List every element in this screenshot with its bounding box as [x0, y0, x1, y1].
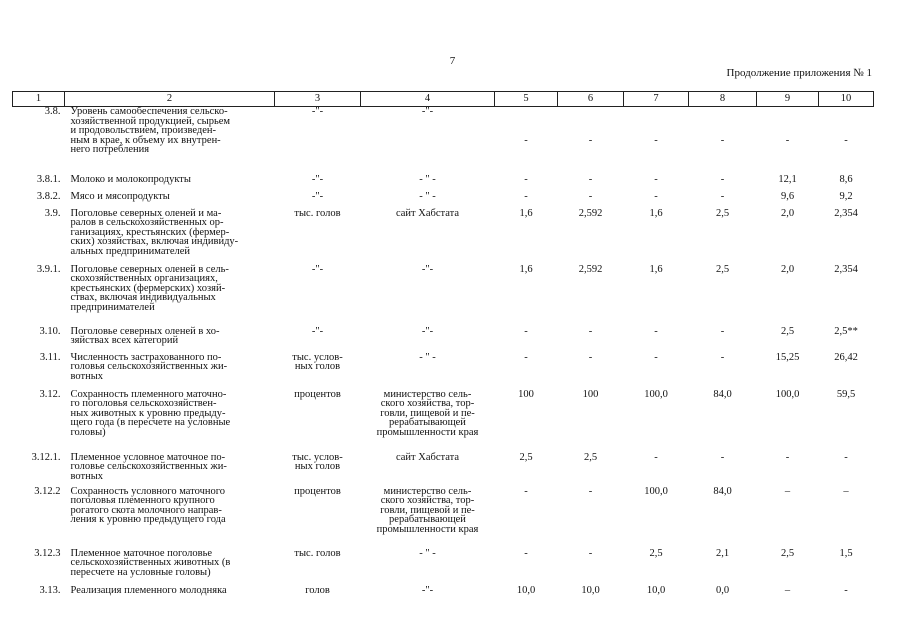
- value-cell-text: 10,0: [646, 584, 666, 596]
- value-cell-text: -: [654, 351, 658, 363]
- value-cell-text: -: [588, 485, 593, 497]
- value-cell: [558, 107, 624, 175]
- unit-cell-text: тыс. голов: [294, 207, 341, 219]
- value-cell-text: 100,0: [644, 485, 668, 497]
- value-cell-text: -: [524, 325, 528, 337]
- value-cell-text: 2,5**: [834, 325, 858, 337]
- source-cell-text: министерство сель- ского хозяйства, тор- говли, пищевой и пе- рерабатывающей промышленности края: [376, 485, 479, 535]
- value-cell-text: -: [654, 190, 658, 202]
- value-cell: [689, 192, 757, 209]
- source-cell-text: - " -: [419, 190, 436, 202]
- value-cell-text: 84,0: [713, 388, 732, 400]
- value-cell-text: -: [524, 351, 528, 363]
- value-cell: [689, 390, 757, 453]
- source-cell: [361, 390, 495, 453]
- value-cell-text: -: [720, 351, 725, 363]
- value-cell-text: 100,0: [644, 388, 668, 400]
- value-cell: [819, 265, 874, 327]
- value-cell: [689, 209, 757, 265]
- value-cell-text: -: [524, 485, 528, 497]
- value-cell-text: 2,5: [649, 547, 663, 559]
- value-cell: [624, 107, 689, 175]
- header-cell: 5: [495, 92, 558, 107]
- page-number: 7: [449, 55, 456, 67]
- row-number-cell: [13, 487, 65, 549]
- value-cell-text: 1,6: [649, 207, 663, 219]
- unit-cell: [275, 390, 361, 453]
- value-cell-text: -: [844, 584, 848, 596]
- value-cell: [819, 192, 874, 209]
- value-cell: [558, 175, 624, 192]
- value-cell: [689, 586, 757, 606]
- indicator-name-cell: [65, 265, 275, 327]
- value-cell: [624, 175, 689, 192]
- source-cell: [361, 549, 495, 586]
- value-cell-text: -: [588, 190, 593, 202]
- value-cell-text: -: [588, 351, 593, 363]
- unit-cell: [275, 487, 361, 549]
- value-cell-text: -: [524, 190, 528, 202]
- value-cell-text: -: [524, 547, 528, 559]
- value-cell: [495, 192, 558, 209]
- row-number-cell-text: 3.12.: [39, 388, 61, 400]
- value-cell: [558, 586, 624, 606]
- header-cell: 10: [819, 92, 874, 107]
- value-cell-text: -: [844, 135, 848, 146]
- header-cell: 6: [558, 92, 624, 107]
- value-cell: [689, 453, 757, 487]
- indicator-name-cell: [65, 175, 275, 192]
- value-cell-text: -: [785, 135, 790, 146]
- unit-cell-text: -"-: [311, 190, 324, 202]
- indicators-table: [12, 91, 874, 606]
- value-cell: [495, 586, 558, 606]
- indicator-name-cell-text: Мясо и мясопродукты: [70, 190, 170, 202]
- row-number-cell: [13, 107, 65, 175]
- value-cell: [757, 192, 819, 209]
- unit-cell: [275, 175, 361, 192]
- row-number-cell: [13, 265, 65, 327]
- table-row: [13, 192, 874, 209]
- source-cell: [361, 453, 495, 487]
- value-cell-text: 8,6: [839, 173, 853, 185]
- indicator-name-cell: [65, 549, 275, 586]
- value-cell-text: 26,42: [834, 351, 858, 363]
- value-cell: [757, 175, 819, 192]
- value-cell-text: -: [588, 325, 593, 337]
- unit-cell: [275, 586, 361, 606]
- unit-cell: [275, 453, 361, 487]
- value-cell-text: -: [654, 173, 658, 185]
- unit-cell-text: тыс. услов- ных голов: [292, 451, 343, 472]
- indicator-name-cell: [65, 107, 275, 175]
- source-cell-text: министерство сель- ского хозяйства, тор- говли, пищевой и пе- рерабатывающей промышленности края: [376, 388, 479, 438]
- row-number-cell: [13, 192, 65, 209]
- indicator-name-cell: [65, 192, 275, 209]
- header-cell: 4: [361, 92, 495, 107]
- value-cell-text: -: [720, 325, 725, 337]
- value-cell: [819, 586, 874, 606]
- value-cell: [495, 390, 558, 453]
- value-cell-text: 100: [582, 388, 599, 400]
- value-cell-text: -: [654, 451, 658, 463]
- value-cell-text: 2,5: [715, 263, 730, 275]
- row-number-cell-text: 3.9.1.: [36, 263, 61, 275]
- source-cell: [361, 353, 495, 390]
- value-cell: [624, 353, 689, 390]
- value-cell: [689, 487, 757, 549]
- value-cell: [495, 175, 558, 192]
- value-cell-text: 1,6: [649, 263, 663, 275]
- value-cell-text: -: [588, 547, 593, 559]
- value-cell-text: -: [654, 135, 658, 146]
- value-cell-text: 2,5: [780, 547, 795, 559]
- indicator-name-cell-text: Численность застрахованного по- головья сельскохозяйственных жи- вотных: [70, 351, 228, 382]
- source-cell: [361, 586, 495, 606]
- value-cell-text: -: [524, 173, 528, 185]
- indicator-name-cell-text: Поголовье северных оленей в хо- зяйствах всех категорий: [70, 325, 220, 346]
- source-cell-text: -"-: [421, 325, 434, 337]
- value-cell-text: 2,354: [834, 207, 858, 219]
- value-cell-text: 2,0: [780, 263, 795, 275]
- row-number-cell: [13, 353, 65, 390]
- value-cell: [495, 107, 558, 175]
- row-number-cell: [13, 549, 65, 586]
- indicator-name-cell-text: Реализация племенного молодняка: [70, 584, 227, 596]
- value-cell: [819, 453, 874, 487]
- value-cell-text: -: [720, 451, 725, 463]
- value-cell: [819, 327, 874, 353]
- value-cell-text: 0,0: [715, 584, 730, 596]
- value-cell-text: 1,6: [519, 263, 533, 275]
- value-cell: [819, 209, 874, 265]
- value-cell: [757, 586, 819, 606]
- indicator-name-cell: [65, 487, 275, 549]
- indicator-name-cell-text: Племенное условное маточное по- головье сельскохозяйственных жи- вотных: [70, 451, 227, 482]
- value-cell: [558, 353, 624, 390]
- value-cell-text: 2,1: [715, 547, 730, 559]
- value-cell: [624, 209, 689, 265]
- source-cell-text: -"-: [421, 584, 434, 596]
- indicator-name-cell: [65, 353, 275, 390]
- value-cell-text: 59,5: [836, 388, 856, 400]
- value-cell: [558, 327, 624, 353]
- table-row: [13, 586, 874, 606]
- unit-cell-text: -"-: [311, 106, 324, 117]
- value-cell: [558, 453, 624, 487]
- value-cell: [558, 209, 624, 265]
- value-cell-text: 2,354: [834, 263, 858, 275]
- indicator-name-cell-text: Сохранность условного маточного поголовья племенного крупного рогатого скота молочного направ- ления к уровню предыдущего года: [70, 485, 226, 525]
- value-cell-text: –: [784, 485, 791, 497]
- row-number-cell: [13, 586, 65, 606]
- source-cell-text: сайт Хабстата: [395, 207, 459, 219]
- value-cell-text: 2,0: [780, 207, 795, 219]
- value-cell-text: 15,25: [775, 351, 800, 363]
- unit-cell-text: процентов: [294, 485, 341, 497]
- value-cell-text: 10,0: [581, 584, 600, 596]
- continuation-label: Продолжение приложения № 1: [726, 67, 872, 79]
- value-cell-text: –: [784, 584, 791, 596]
- source-cell-text: -"-: [421, 263, 434, 275]
- value-cell: [624, 390, 689, 453]
- unit-cell-text: -"-: [311, 173, 324, 185]
- value-cell-text: 2,592: [578, 263, 603, 275]
- table-row: [13, 487, 874, 549]
- value-cell-text: 9,6: [780, 190, 795, 202]
- unit-cell-text: тыс. услов- ных голов: [292, 351, 343, 372]
- value-cell: [558, 192, 624, 209]
- value-cell: [495, 549, 558, 586]
- source-cell: [361, 487, 495, 549]
- table-header-row: [13, 92, 874, 107]
- unit-cell: [275, 265, 361, 327]
- row-number-cell-text: 3.12.2: [34, 485, 61, 497]
- row-number-cell-text: 3.9.: [44, 207, 61, 219]
- row-number-cell-text: 3.11.: [39, 351, 61, 363]
- unit-cell-text: -"-: [311, 263, 324, 275]
- header-cell: 1: [13, 92, 65, 107]
- value-cell-text: 1,6: [519, 207, 533, 219]
- value-cell: [819, 107, 874, 175]
- value-cell: [819, 390, 874, 453]
- value-cell: [819, 175, 874, 192]
- value-cell: [624, 487, 689, 549]
- value-cell-text: 2,5: [583, 451, 598, 463]
- value-cell: [757, 487, 819, 549]
- source-cell-text: сайт Хабстата: [395, 451, 459, 463]
- value-cell: [495, 453, 558, 487]
- table-row: [13, 327, 874, 353]
- header-cell: 8: [689, 92, 757, 107]
- table-row: [13, 209, 874, 265]
- value-cell: [495, 487, 558, 549]
- row-number-cell-text: 3.12.3: [34, 547, 61, 559]
- row-number-cell-text: 3.8.1.: [36, 173, 61, 185]
- value-cell-text: -: [720, 173, 725, 185]
- row-number-cell-text: 3.8.: [44, 106, 61, 117]
- value-cell: [558, 487, 624, 549]
- value-cell: [689, 175, 757, 192]
- table-row: [13, 175, 874, 192]
- table-row: [13, 107, 874, 175]
- source-cell: [361, 327, 495, 353]
- value-cell-text: 1,5: [839, 547, 853, 559]
- value-cell: [624, 586, 689, 606]
- value-cell: [757, 327, 819, 353]
- value-cell: [689, 549, 757, 586]
- value-cell: [624, 327, 689, 353]
- unit-cell-text: процентов: [294, 388, 341, 400]
- value-cell: [558, 390, 624, 453]
- row-number-cell: [13, 390, 65, 453]
- indicator-name-cell: [65, 327, 275, 353]
- value-cell: [757, 390, 819, 453]
- row-number-cell-text: 3.13.: [39, 584, 61, 596]
- indicator-name-cell-text: Молоко и молокопродукты: [70, 173, 191, 185]
- value-cell-text: -: [720, 135, 725, 146]
- value-cell-text: 2,5: [715, 207, 730, 219]
- row-number-cell-text: 3.8.2.: [36, 190, 61, 202]
- value-cell: [624, 453, 689, 487]
- unit-cell-text: тыс. голов: [294, 547, 341, 559]
- value-cell-text: -: [524, 135, 528, 146]
- value-cell: [495, 209, 558, 265]
- value-cell-text: 2,5: [519, 451, 533, 463]
- table-body: [13, 107, 874, 606]
- value-cell-text: 12,1: [778, 173, 797, 185]
- value-cell-text: 2,5: [780, 325, 795, 337]
- value-cell: [495, 327, 558, 353]
- value-cell-text: –: [843, 485, 849, 497]
- value-cell-text: 2,592: [578, 207, 603, 219]
- value-cell: [819, 487, 874, 549]
- value-cell-text: 84,0: [713, 485, 732, 497]
- value-cell-text: 10,0: [516, 584, 536, 596]
- table-row: [13, 265, 874, 327]
- value-cell: [495, 265, 558, 327]
- row-number-cell: [13, 209, 65, 265]
- value-cell: [689, 353, 757, 390]
- value-cell: [819, 549, 874, 586]
- unit-cell-text: -"-: [311, 325, 324, 337]
- header-cell: 2: [65, 92, 275, 107]
- table-row: [13, 453, 874, 487]
- value-cell: [757, 209, 819, 265]
- value-cell-text: -: [654, 325, 658, 337]
- value-cell-text: -: [588, 135, 593, 146]
- value-cell: [558, 265, 624, 327]
- indicator-name-cell-text: Племенное маточное поголовье сельскохозяйственных животных (в пересчете на условные головы): [70, 547, 231, 578]
- value-cell: [757, 453, 819, 487]
- unit-cell-text: голов: [305, 584, 330, 596]
- unit-cell: [275, 549, 361, 586]
- table-row: [13, 390, 874, 453]
- row-number-cell-text: 3.10.: [39, 325, 61, 337]
- source-cell-text: -"-: [421, 106, 434, 117]
- source-cell: [361, 192, 495, 209]
- source-cell-text: - " -: [419, 173, 436, 185]
- value-cell-text: 100: [518, 388, 534, 400]
- indicator-name-cell-text: Поголовье северных оленей и ма- ралов в сельскохозяйственных ор- ганизациях, крестьянских (фермер- ских) хозяйствах, включая индивиду- альных предпринимателей: [70, 207, 239, 257]
- source-cell: [361, 175, 495, 192]
- row-number-cell: [13, 327, 65, 353]
- indicator-name-cell: [65, 209, 275, 265]
- unit-cell: [275, 353, 361, 390]
- unit-cell: [275, 209, 361, 265]
- value-cell: [819, 353, 874, 390]
- value-cell-text: 100,0: [775, 388, 800, 400]
- row-number-cell-text: 3.12.1.: [31, 451, 61, 463]
- unit-cell: [275, 327, 361, 353]
- table-row: [13, 549, 874, 586]
- value-cell-text: -: [785, 451, 790, 463]
- header-cell: 3: [275, 92, 361, 107]
- source-cell: [361, 107, 495, 175]
- row-number-cell: [13, 453, 65, 487]
- header-cell: 7: [624, 92, 689, 107]
- unit-cell: [275, 107, 361, 175]
- value-cell: [558, 549, 624, 586]
- value-cell: [624, 549, 689, 586]
- indicator-name-cell-text: Поголовье северных оленей в сель- скохозяйственных организациях, крестьянских (фермерских) хозяй- ствах, включая индивидуальных предпринимателей: [70, 263, 229, 313]
- value-cell: [624, 192, 689, 209]
- value-cell-text: -: [844, 451, 848, 463]
- source-cell-text: - " -: [419, 547, 436, 559]
- value-cell: [495, 353, 558, 390]
- value-cell: [757, 353, 819, 390]
- value-cell: [757, 265, 819, 327]
- value-cell: [757, 107, 819, 175]
- value-cell-text: 9,2: [839, 190, 853, 202]
- value-cell: [689, 327, 757, 353]
- unit-cell: [275, 192, 361, 209]
- indicator-name-cell: [65, 390, 275, 453]
- value-cell-text: -: [720, 190, 725, 202]
- value-cell: [689, 265, 757, 327]
- indicator-name-cell: [65, 586, 275, 606]
- value-cell: [757, 549, 819, 586]
- value-cell: [689, 107, 757, 175]
- source-cell: [361, 265, 495, 327]
- source-cell: [361, 209, 495, 265]
- indicator-name-cell-text: Сохранность племенного маточно- го поголовья сельскохозяйствен- ных животных к уровню предыду- щего года (в пересчете на условные головы): [70, 388, 231, 438]
- table-row: [13, 353, 874, 390]
- indicator-name-cell: [65, 453, 275, 487]
- value-cell: [624, 265, 689, 327]
- header-cell: 9: [757, 92, 819, 107]
- indicator-name-cell-text: Уровень самообеспечения сельско- хозяйственной продукцией, сырьем и продовольствием, произведен- ным в крае, к объему их внутрен- него потребления: [70, 106, 231, 155]
- value-cell-text: -: [588, 173, 593, 185]
- row-number-cell: [13, 175, 65, 192]
- source-cell-text: - " -: [419, 351, 436, 363]
